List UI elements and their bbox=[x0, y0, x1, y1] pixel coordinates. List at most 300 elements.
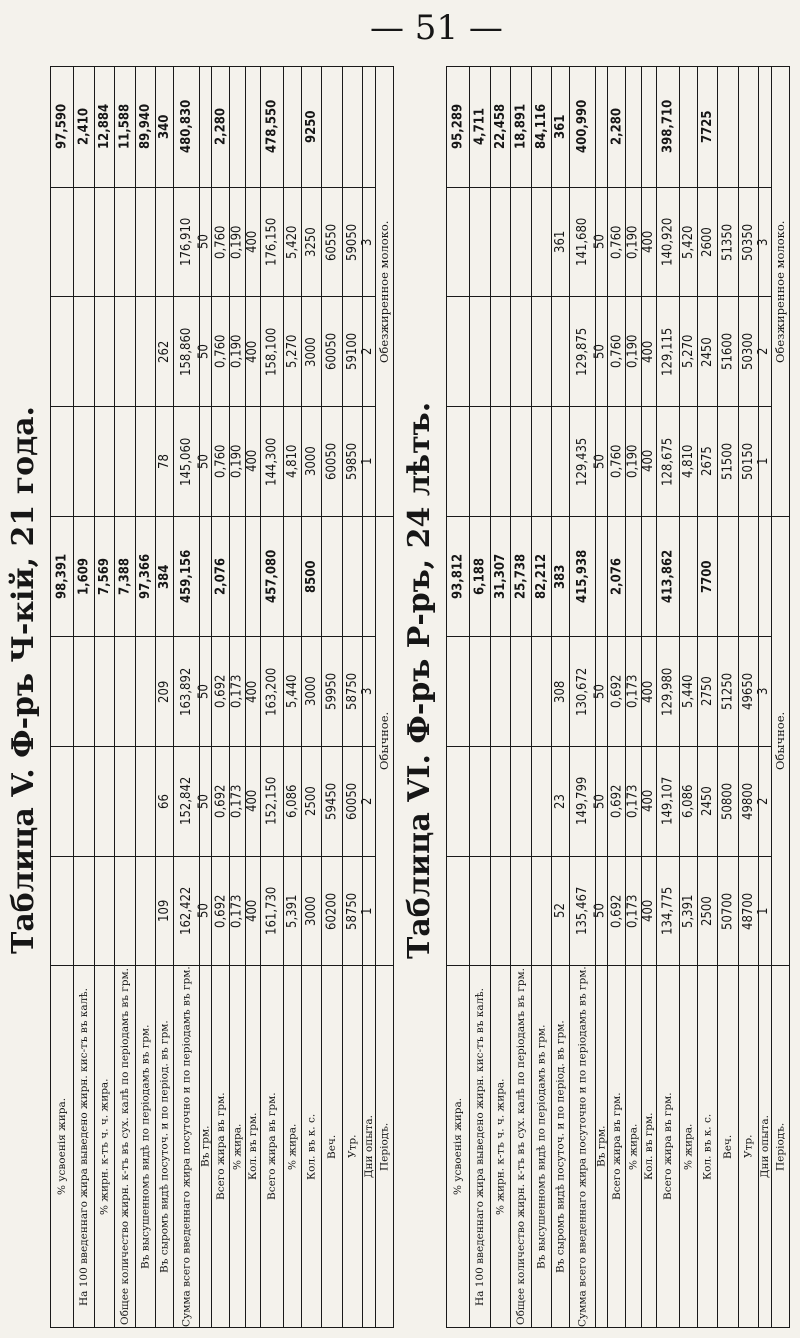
cell-mt: 129,980 bbox=[656, 637, 679, 747]
cell-pct bbox=[490, 297, 510, 407]
cell-m: 60050 bbox=[342, 746, 362, 856]
cell-bq: 400 bbox=[641, 297, 656, 407]
cell-mp: 4,810 bbox=[679, 407, 697, 517]
cell-tot: 11,588 bbox=[115, 67, 135, 188]
cell-m bbox=[342, 67, 362, 188]
cell-p100: 1,609 bbox=[74, 516, 94, 637]
cell-bp bbox=[626, 516, 641, 637]
table-row bbox=[447, 746, 790, 856]
cell-dry bbox=[531, 187, 551, 297]
cell-sum: 145,060 bbox=[173, 407, 199, 517]
table-row bbox=[51, 637, 394, 747]
cell-dry: 97,366 bbox=[135, 516, 155, 637]
cell-dry: 82,212 bbox=[531, 516, 551, 637]
cell-sq: 50 bbox=[199, 746, 212, 856]
cell-abs bbox=[51, 187, 74, 297]
period-cell: Обычное. bbox=[772, 516, 790, 966]
header-milk-fat-total: Всего жира въ грм. bbox=[260, 966, 283, 1328]
cell-abs: 95,289 bbox=[447, 67, 470, 188]
cell-mq: 7725 bbox=[697, 67, 717, 188]
cell-p100 bbox=[470, 856, 490, 966]
cell-e: 50800 bbox=[718, 746, 738, 856]
cell-raw: 308 bbox=[552, 637, 570, 747]
cell-p100 bbox=[470, 187, 490, 297]
cell-raw: 23 bbox=[552, 746, 570, 856]
cell-sq: 50 bbox=[199, 407, 212, 517]
cell-e: 60550 bbox=[322, 187, 342, 297]
cell-pct: 12,884 bbox=[94, 67, 114, 188]
cell-abs bbox=[447, 187, 470, 297]
cell-tot bbox=[115, 407, 135, 517]
cell-pct bbox=[490, 746, 510, 856]
cell-bq bbox=[641, 516, 656, 637]
cell-bt: 2,280 bbox=[608, 67, 626, 188]
cell-bp: 0,173 bbox=[626, 856, 641, 966]
cell-p100: 6,188 bbox=[470, 516, 490, 637]
cell-mq: 3000 bbox=[301, 297, 321, 407]
cell-m: 58750 bbox=[342, 856, 362, 966]
cell-pct bbox=[94, 187, 114, 297]
header-bread-qty: Кол. въ грм. bbox=[641, 966, 656, 1328]
cell-mt: 134,775 bbox=[656, 856, 679, 966]
table-row bbox=[447, 297, 790, 407]
cell-raw: 361 bbox=[552, 187, 570, 297]
cell-raw: 262 bbox=[156, 297, 174, 407]
cell-mt: 161,730 bbox=[260, 856, 283, 966]
cell-e: 51500 bbox=[718, 407, 738, 517]
table-row bbox=[447, 856, 790, 966]
header-pct-fat-acid: % жирн. к-тъ ч. ч. жира. bbox=[94, 966, 114, 1328]
cell-raw bbox=[156, 187, 174, 297]
cell-bp bbox=[230, 67, 245, 188]
cell-day: 1 bbox=[363, 407, 376, 517]
table-row bbox=[447, 637, 790, 747]
cell-abs bbox=[447, 407, 470, 517]
table-row bbox=[51, 856, 394, 966]
cell-tot bbox=[511, 856, 531, 966]
cell-raw: 109 bbox=[156, 856, 174, 966]
cell-mq: 9250 bbox=[301, 67, 321, 188]
cell-mp: 5,391 bbox=[679, 856, 697, 966]
cell-bq: 400 bbox=[245, 637, 260, 747]
header-bread-fat-total: Всего жира въ грм. bbox=[608, 966, 626, 1328]
cell-bq: 400 bbox=[245, 187, 260, 297]
table-row bbox=[51, 67, 394, 188]
cell-sq bbox=[595, 516, 608, 637]
cell-bt: 2,280 bbox=[212, 67, 230, 188]
cell-bt: 2,076 bbox=[608, 516, 626, 637]
cell-p100 bbox=[74, 637, 94, 747]
cell-abs: 98,391 bbox=[51, 516, 74, 637]
cell-bt: 0,692 bbox=[212, 856, 230, 966]
cell-day: 3 bbox=[363, 637, 376, 747]
cell-bq: 400 bbox=[245, 407, 260, 517]
cell-bt: 0,692 bbox=[608, 746, 626, 856]
cell-e bbox=[322, 516, 342, 637]
cell-mq: 2450 bbox=[697, 746, 717, 856]
cell-mt: 398,710 bbox=[656, 67, 679, 188]
cell-e: 60050 bbox=[322, 407, 342, 517]
cell-pct bbox=[94, 297, 114, 407]
cell-day: 2 bbox=[363, 297, 376, 407]
cell-raw: 361 bbox=[552, 67, 570, 188]
cell-raw bbox=[552, 297, 570, 407]
cell-mp: 5,270 bbox=[679, 297, 697, 407]
header-absorption: % усвоенія жира. bbox=[447, 966, 470, 1328]
period-cell: Обезжиренное молоко. bbox=[772, 67, 790, 517]
cell-tot bbox=[115, 297, 135, 407]
cell-abs bbox=[447, 637, 470, 747]
cell-bp bbox=[626, 67, 641, 188]
cell-mt: 163,200 bbox=[260, 637, 283, 747]
cell-bp: 0,173 bbox=[230, 637, 245, 747]
table-6-title: Таблица VI. Ф-ръ Р-ръ, 24 лѣтъ. bbox=[402, 401, 437, 959]
cell-sum: 459,156 bbox=[173, 516, 199, 637]
cell-tot bbox=[115, 856, 135, 966]
cell-day: 3 bbox=[363, 187, 376, 297]
cell-mq: 2750 bbox=[697, 637, 717, 747]
cell-bp: 0,190 bbox=[626, 187, 641, 297]
cell-bt: 0,760 bbox=[608, 187, 626, 297]
table-row bbox=[447, 516, 790, 637]
cell-sum: 480,830 bbox=[173, 67, 199, 188]
header-total-dry-fat: Общее количество жирн. к-тъ въ сух. калѣ по періодамъ въ грм. bbox=[511, 966, 531, 1328]
cell-pct bbox=[490, 187, 510, 297]
cell-sum: 400,990 bbox=[569, 67, 595, 188]
cell-p100 bbox=[470, 746, 490, 856]
cell-sum: 176,910 bbox=[173, 187, 199, 297]
cell-mt: 149,107 bbox=[656, 746, 679, 856]
cell-bq bbox=[245, 516, 260, 637]
cell-mq: 3000 bbox=[301, 637, 321, 747]
cell-m: 48700 bbox=[738, 856, 758, 966]
cell-m: 58750 bbox=[342, 637, 362, 747]
cell-day bbox=[363, 516, 376, 637]
cell-e: 59450 bbox=[322, 746, 342, 856]
cell-sq: 50 bbox=[199, 856, 212, 966]
cell-mp: 4,810 bbox=[283, 407, 301, 517]
cell-bp: 0,190 bbox=[230, 407, 245, 517]
cell-sum: 129,875 bbox=[569, 297, 595, 407]
table-5 bbox=[50, 66, 394, 1328]
cell-m: 49650 bbox=[738, 637, 758, 747]
cell-abs bbox=[51, 637, 74, 747]
cell-p100 bbox=[74, 187, 94, 297]
cell-p100 bbox=[74, 407, 94, 517]
header-total-dry-fat: Общее количество жирн. к-тъ въ сух. калѣ по періодамъ въ грм. bbox=[115, 966, 135, 1328]
table-row bbox=[51, 746, 394, 856]
header-dry: Въ высушенномъ видѣ по періодамъ въ грм. bbox=[135, 966, 155, 1328]
cell-tot bbox=[511, 637, 531, 747]
cell-e: 60050 bbox=[322, 297, 342, 407]
cell-sq bbox=[199, 67, 212, 188]
cell-day bbox=[759, 516, 772, 637]
cell-m bbox=[342, 516, 362, 637]
header-evening: Веч. bbox=[718, 966, 738, 1328]
cell-abs bbox=[51, 746, 74, 856]
header-absorption: % усвоенія жира. bbox=[51, 966, 74, 1328]
cell-m: 50300 bbox=[738, 297, 758, 407]
cell-e: 59950 bbox=[322, 637, 342, 747]
cell-pct bbox=[490, 856, 510, 966]
cell-mp: 6,086 bbox=[679, 746, 697, 856]
cell-bq bbox=[641, 67, 656, 188]
cell-mp bbox=[283, 67, 301, 188]
header-pct-fat-acid: % жирн. к-тъ ч. ч. жира. bbox=[490, 966, 510, 1328]
table-5-title: Таблица V. Ф-ръ Ч-кій, 21 года. bbox=[6, 406, 41, 954]
cell-bp: 0,190 bbox=[230, 187, 245, 297]
cell-mq: 2675 bbox=[697, 407, 717, 517]
cell-bp: 0,190 bbox=[626, 407, 641, 517]
cell-sq: 50 bbox=[199, 297, 212, 407]
period-cell: Обычное. bbox=[376, 516, 394, 966]
cell-e: 51350 bbox=[718, 187, 738, 297]
cell-mp: 5,391 bbox=[283, 856, 301, 966]
cell-pct bbox=[490, 637, 510, 747]
cell-sq: 50 bbox=[595, 187, 608, 297]
cell-dry bbox=[135, 746, 155, 856]
cell-mq: 3000 bbox=[301, 407, 321, 517]
cell-pct: 7,569 bbox=[94, 516, 114, 637]
cell-mq: 7700 bbox=[697, 516, 717, 637]
cell-dry bbox=[531, 407, 551, 517]
cell-day: 3 bbox=[759, 637, 772, 747]
cell-bp: 0,190 bbox=[626, 297, 641, 407]
header-morning: Утр. bbox=[342, 966, 362, 1328]
cell-tot bbox=[511, 407, 531, 517]
cell-mt: 478,550 bbox=[260, 67, 283, 188]
header-bread-fat-pct: % жира. bbox=[626, 966, 641, 1328]
cell-tot bbox=[511, 187, 531, 297]
cell-sum: 152,842 bbox=[173, 746, 199, 856]
cell-bq: 400 bbox=[641, 856, 656, 966]
table-row bbox=[51, 187, 394, 297]
cell-day bbox=[363, 67, 376, 188]
cell-pct bbox=[94, 746, 114, 856]
cell-e: 50700 bbox=[718, 856, 738, 966]
cell-bt: 2,076 bbox=[212, 516, 230, 637]
cell-bp: 0,173 bbox=[230, 856, 245, 966]
cell-day: 3 bbox=[759, 187, 772, 297]
cell-sq: 50 bbox=[595, 297, 608, 407]
cell-sq: 50 bbox=[595, 746, 608, 856]
cell-mt: 144,300 bbox=[260, 407, 283, 517]
cell-day: 1 bbox=[363, 856, 376, 966]
cell-mq: 2450 bbox=[697, 297, 717, 407]
cell-sq bbox=[595, 67, 608, 188]
cell-p100: 2,410 bbox=[74, 67, 94, 188]
header-raw: Въ сыромъ видѣ посуточ. и по період. въ грм. bbox=[156, 966, 174, 1328]
table-6 bbox=[446, 66, 790, 1328]
cell-bq: 400 bbox=[641, 407, 656, 517]
cell-mq: 3000 bbox=[301, 856, 321, 966]
header-raw: Въ сыромъ видѣ посуточ. и по період. въ грм. bbox=[552, 966, 570, 1328]
cell-mt: 413,862 bbox=[656, 516, 679, 637]
cell-tot: 7,388 bbox=[115, 516, 135, 637]
header-milk-fat-total: Всего жира въ грм. bbox=[656, 966, 679, 1328]
cell-dry: 84,116 bbox=[531, 67, 551, 188]
cell-dry bbox=[135, 407, 155, 517]
cell-dry bbox=[135, 856, 155, 966]
header-period: Періодъ. bbox=[376, 966, 394, 1328]
cell-m: 50350 bbox=[738, 187, 758, 297]
header-milk-qty: Кол. въ к. с. bbox=[697, 966, 717, 1328]
cell-bt: 0,760 bbox=[212, 407, 230, 517]
header-milk-fat-pct: % жира. bbox=[283, 966, 301, 1328]
cell-mq: 2600 bbox=[697, 187, 717, 297]
cell-bt: 0,692 bbox=[608, 637, 626, 747]
cell-day bbox=[759, 67, 772, 188]
cell-mp: 5,440 bbox=[679, 637, 697, 747]
header-dry: Въ высушенномъ видѣ по періодамъ въ грм. bbox=[531, 966, 551, 1328]
cell-raw: 383 bbox=[552, 516, 570, 637]
cell-mp bbox=[679, 67, 697, 188]
cell-dry bbox=[531, 297, 551, 407]
cell-abs: 97,590 bbox=[51, 67, 74, 188]
cell-p100 bbox=[470, 407, 490, 517]
cell-raw: 52 bbox=[552, 856, 570, 966]
header-sum-fat: Сумма всего введеннаго жира посуточно и по періодамъ въ грм. bbox=[569, 966, 595, 1328]
cell-tot bbox=[511, 746, 531, 856]
cell-mp: 5,440 bbox=[283, 637, 301, 747]
cell-tot bbox=[511, 297, 531, 407]
cell-bq: 400 bbox=[641, 746, 656, 856]
cell-sum: 163,892 bbox=[173, 637, 199, 747]
cell-mt: 140,920 bbox=[656, 187, 679, 297]
cell-bt: 0,692 bbox=[608, 856, 626, 966]
cell-sq: 50 bbox=[595, 856, 608, 966]
cell-tot bbox=[115, 187, 135, 297]
header-sugar-qty: Въ грм. bbox=[199, 966, 212, 1328]
cell-m: 50150 bbox=[738, 407, 758, 517]
cell-abs bbox=[447, 856, 470, 966]
cell-mt: 158,100 bbox=[260, 297, 283, 407]
cell-e: 60200 bbox=[322, 856, 342, 966]
cell-sum: 158,860 bbox=[173, 297, 199, 407]
cell-mt: 457,080 bbox=[260, 516, 283, 637]
cell-dry bbox=[531, 637, 551, 747]
cell-p100 bbox=[470, 297, 490, 407]
cell-dry bbox=[135, 187, 155, 297]
cell-day: 2 bbox=[759, 297, 772, 407]
cell-e bbox=[322, 67, 342, 188]
cell-sum: 162,422 bbox=[173, 856, 199, 966]
cell-abs bbox=[447, 746, 470, 856]
cell-bq: 400 bbox=[641, 187, 656, 297]
cell-dry bbox=[531, 856, 551, 966]
cell-sq bbox=[199, 516, 212, 637]
cell-m bbox=[738, 67, 758, 188]
header-day: Дни опыта. bbox=[363, 966, 376, 1328]
cell-sum: 130,672 bbox=[569, 637, 595, 747]
cell-abs bbox=[447, 297, 470, 407]
cell-p100 bbox=[74, 746, 94, 856]
cell-tot: 18,891 bbox=[511, 67, 531, 188]
cell-abs bbox=[51, 856, 74, 966]
cell-bt: 0,692 bbox=[212, 637, 230, 747]
cell-bq: 400 bbox=[641, 637, 656, 747]
table-row bbox=[447, 187, 790, 297]
header-milk-fat-pct: % жира. bbox=[679, 966, 697, 1328]
cell-bq bbox=[245, 67, 260, 188]
cell-sq: 50 bbox=[199, 187, 212, 297]
cell-mt: 128,675 bbox=[656, 407, 679, 517]
cell-mt: 176,150 bbox=[260, 187, 283, 297]
header-per100: На 100 введеннаго жира выведено жирн. кис-тъ въ калѣ. bbox=[74, 966, 94, 1328]
header-evening: Веч. bbox=[322, 966, 342, 1328]
cell-raw: 78 bbox=[156, 407, 174, 517]
cell-mq: 3250 bbox=[301, 187, 321, 297]
header-bread-fat-total: Всего жира въ грм. bbox=[212, 966, 230, 1328]
cell-e: 51600 bbox=[718, 297, 738, 407]
cell-pct: 22,458 bbox=[490, 67, 510, 188]
cell-mt: 152,150 bbox=[260, 746, 283, 856]
cell-e: 51250 bbox=[718, 637, 738, 747]
cell-mp: 5,420 bbox=[283, 187, 301, 297]
header-morning: Утр. bbox=[738, 966, 758, 1328]
cell-bp: 0,173 bbox=[626, 637, 641, 747]
cell-raw bbox=[552, 407, 570, 517]
cell-dry: 89,940 bbox=[135, 67, 155, 188]
cell-bt: 0,760 bbox=[212, 297, 230, 407]
cell-bt: 0,760 bbox=[212, 187, 230, 297]
table-row bbox=[447, 407, 790, 517]
cell-bp: 0,173 bbox=[626, 746, 641, 856]
cell-raw: 384 bbox=[156, 516, 174, 637]
cell-bp: 0,190 bbox=[230, 297, 245, 407]
cell-sum: 141,680 bbox=[569, 187, 595, 297]
cell-sum: 135,467 bbox=[569, 856, 595, 966]
cell-bq: 400 bbox=[245, 856, 260, 966]
table-row bbox=[447, 67, 790, 188]
cell-raw: 209 bbox=[156, 637, 174, 747]
page-number: — 51 — bbox=[370, 8, 503, 48]
table-row bbox=[51, 297, 394, 407]
cell-bt: 0,760 bbox=[608, 297, 626, 407]
header-per100: На 100 введеннаго жира выведено жирн. кис-тъ въ калѣ. bbox=[470, 966, 490, 1328]
cell-sq: 50 bbox=[595, 637, 608, 747]
cell-bt: 0,692 bbox=[212, 746, 230, 856]
cell-m: 49800 bbox=[738, 746, 758, 856]
cell-pct bbox=[94, 637, 114, 747]
cell-mq: 8500 bbox=[301, 516, 321, 637]
cell-mt: 129,115 bbox=[656, 297, 679, 407]
cell-m: 59100 bbox=[342, 297, 362, 407]
cell-sum: 129,435 bbox=[569, 407, 595, 517]
cell-tot: 25,738 bbox=[511, 516, 531, 637]
cell-mp: 5,420 bbox=[679, 187, 697, 297]
period-cell: Обезжиренное молоко. bbox=[376, 67, 394, 517]
cell-day: 1 bbox=[759, 856, 772, 966]
cell-mp: 6,086 bbox=[283, 746, 301, 856]
cell-bp bbox=[230, 516, 245, 637]
cell-day: 2 bbox=[363, 746, 376, 856]
cell-day: 1 bbox=[759, 407, 772, 517]
cell-pct: 31,307 bbox=[490, 516, 510, 637]
table-row bbox=[51, 516, 394, 637]
cell-abs: 93,812 bbox=[447, 516, 470, 637]
table-row bbox=[51, 407, 394, 517]
cell-abs bbox=[51, 297, 74, 407]
header-day: Дни опыта. bbox=[759, 966, 772, 1328]
cell-dry bbox=[135, 637, 155, 747]
cell-m: 59850 bbox=[342, 407, 362, 517]
cell-dry bbox=[135, 297, 155, 407]
cell-bp: 0,173 bbox=[230, 746, 245, 856]
cell-mq: 2500 bbox=[301, 746, 321, 856]
cell-sq: 50 bbox=[595, 407, 608, 517]
cell-day: 2 bbox=[759, 746, 772, 856]
